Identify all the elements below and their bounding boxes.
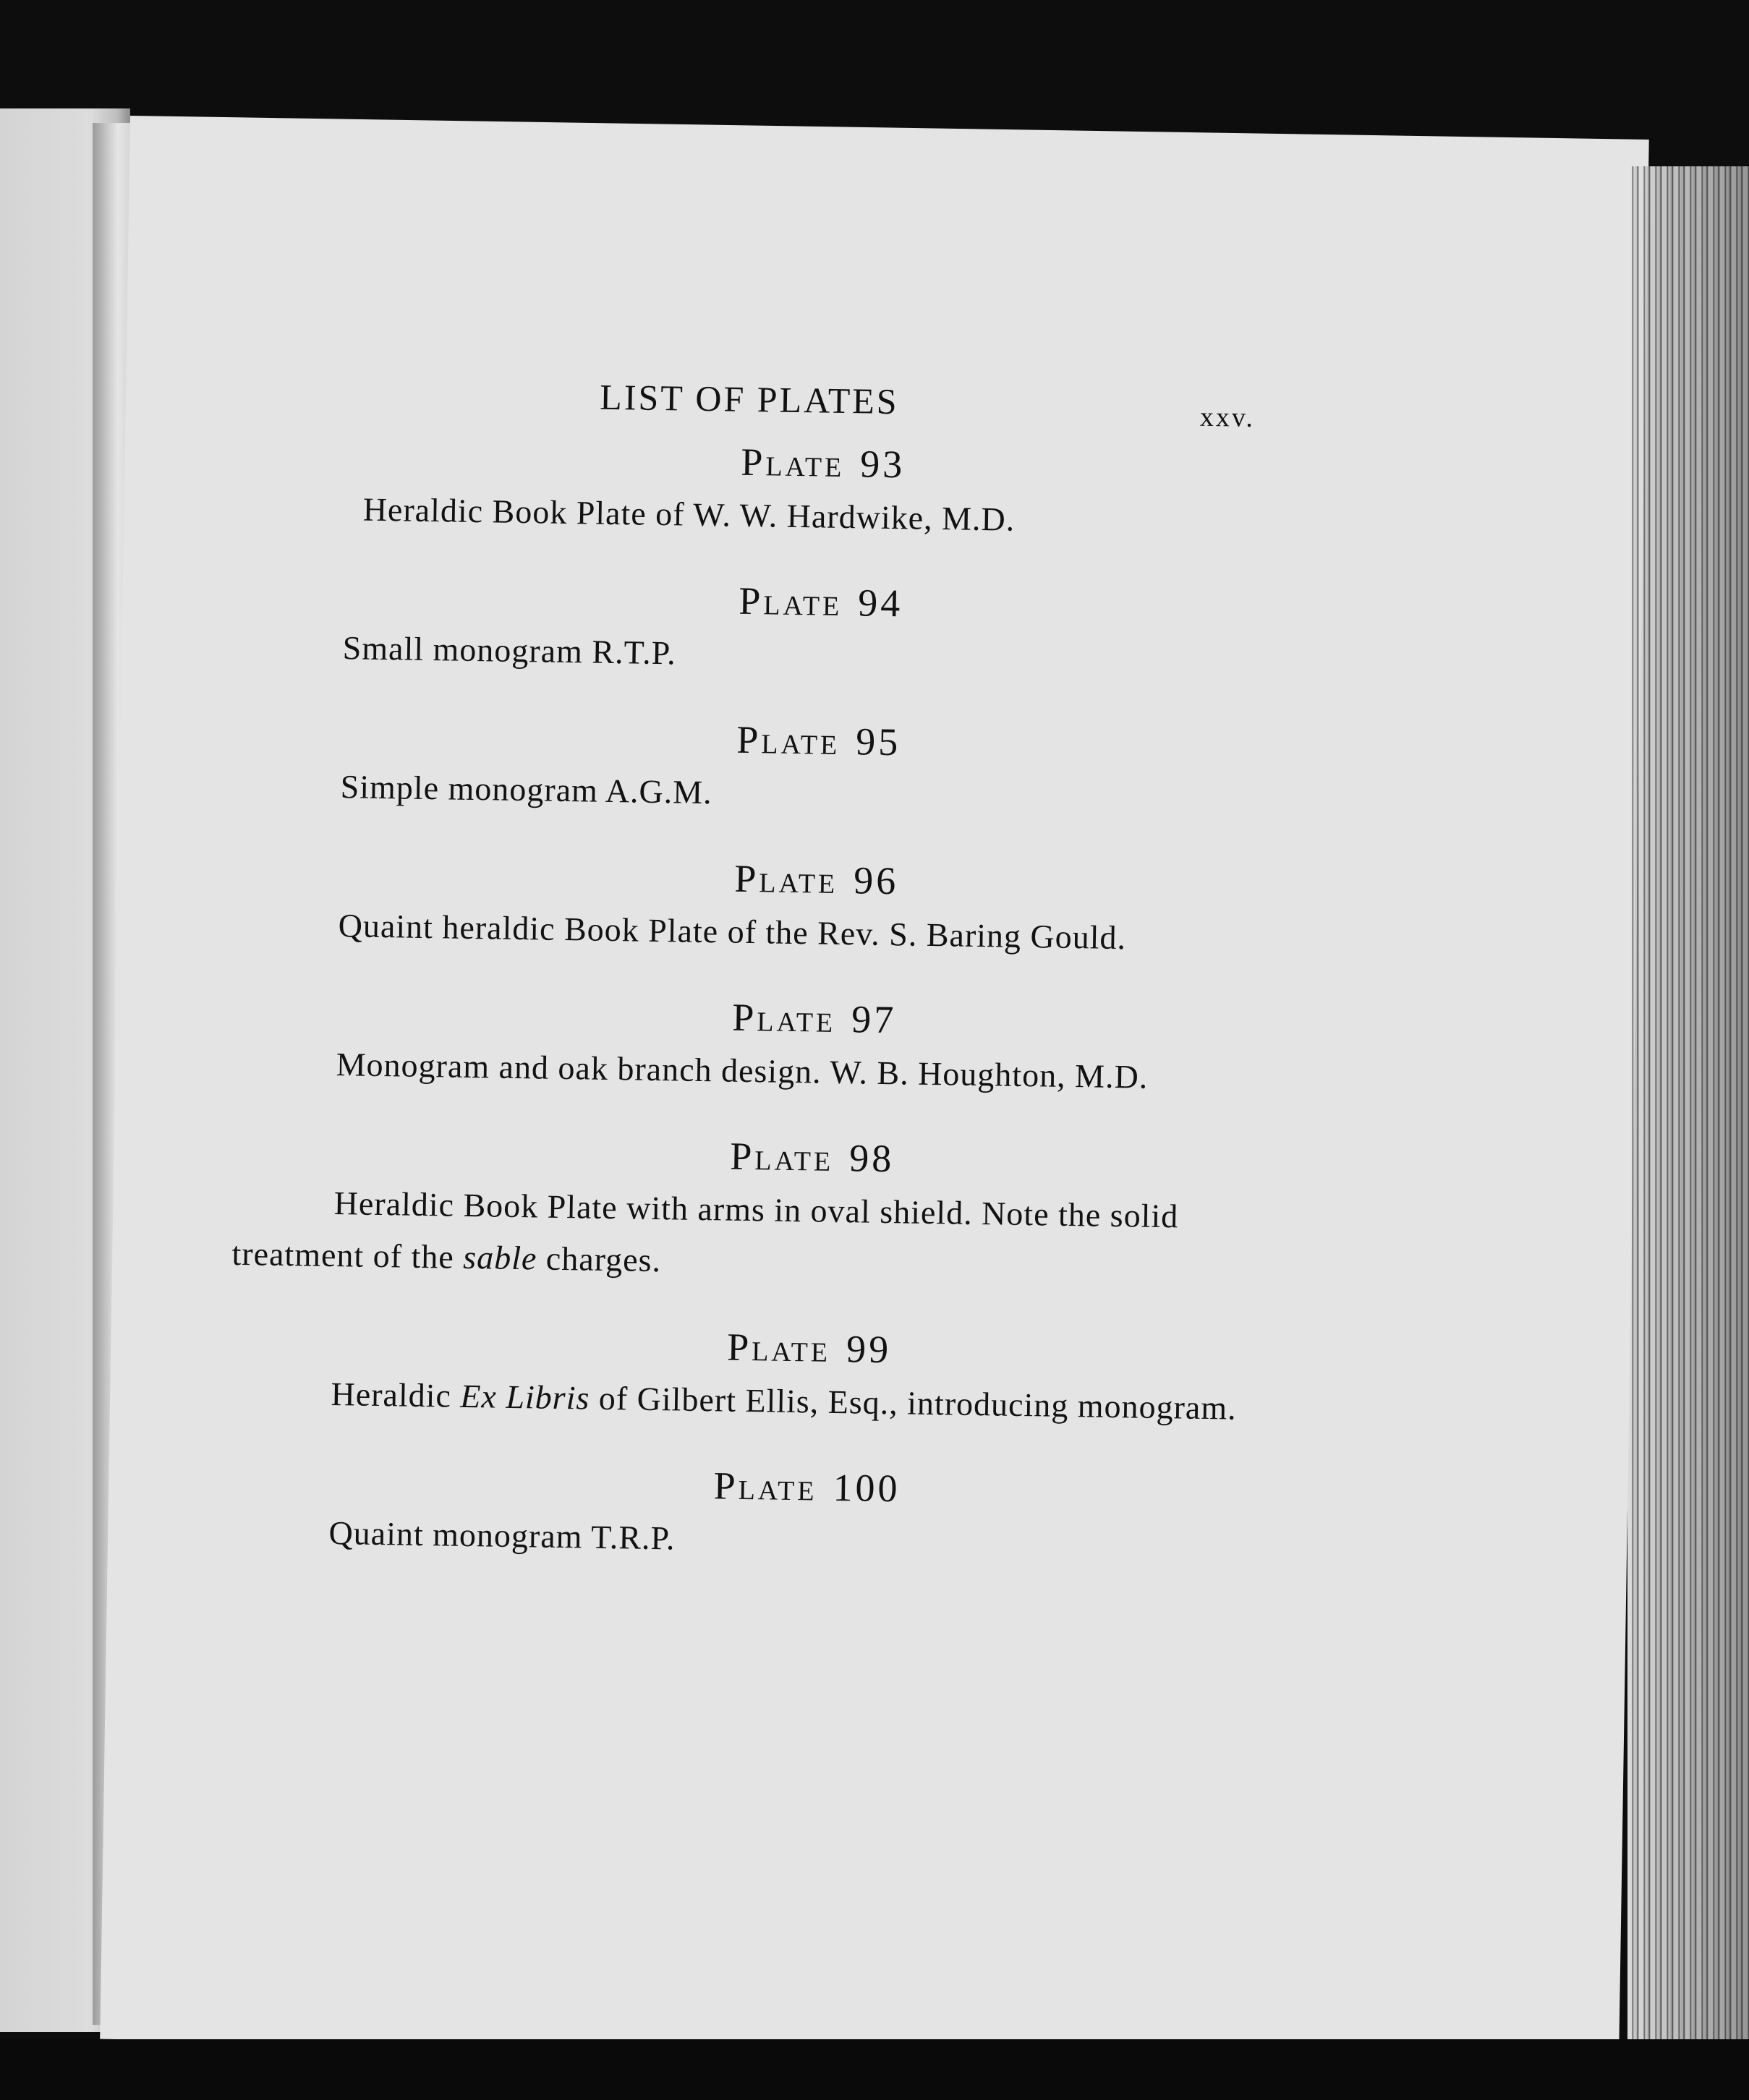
- description-italic-text: sable: [462, 1238, 537, 1277]
- plate-number: 93: [859, 442, 906, 487]
- plate-description: Quaint heraldic Book Plate of the Rev. S. Baring Gould.: [338, 907, 1127, 957]
- plate-description: Monogram and oak branch design. W. B. Houghton, M.D.: [336, 1046, 1149, 1096]
- description-text: of Gilbert Ellis, Esq., introducing monogram.: [589, 1379, 1237, 1427]
- plate-entry: [243, 427, 1272, 550]
- plate-label: Plate: [726, 1325, 831, 1370]
- plate-number: 96: [853, 858, 899, 903]
- plate-entry: [239, 704, 1267, 827]
- plate-label: Plate: [713, 1464, 818, 1509]
- plate-description: Small monogram R.T.P.: [342, 629, 677, 672]
- plate-number: 100: [833, 1465, 901, 1511]
- plate-entry: [234, 982, 1263, 1105]
- plate-description: Heraldic Book Plate of W. W. Hardwike, M.D.: [362, 490, 1016, 538]
- plate-number: 97: [851, 997, 897, 1042]
- plate-entry: [241, 565, 1269, 688]
- plate-number: 95: [855, 720, 901, 764]
- running-head-title: LIST OF PLATES: [599, 376, 900, 422]
- description-italic-text: Ex Libris: [460, 1377, 590, 1417]
- plate-label: Plate: [736, 717, 841, 763]
- page-number: xxv.: [1199, 401, 1256, 433]
- plate-description: Simple monogram A.G.M.: [340, 768, 713, 811]
- plate-number: 98: [848, 1136, 895, 1181]
- page-fore-edge-shade: [1627, 166, 1749, 2075]
- plate-label: Plate: [740, 440, 845, 486]
- plate-number: 99: [846, 1327, 892, 1372]
- description-text: Heraldic Book Plate with arms in oval shield. Note the solid treatment of the: [231, 1185, 1179, 1276]
- plate-label: Plate: [731, 995, 836, 1041]
- plate-entry: [229, 1312, 1258, 1435]
- page-content: [226, 362, 1272, 1605]
- plate-entry: [231, 1121, 1261, 1296]
- plate-description: Quaint monogram T.R.P.: [328, 1514, 676, 1557]
- plate-label: Plate: [729, 1134, 834, 1179]
- plate-entry: [237, 843, 1265, 966]
- description-text: Heraldic: [331, 1375, 461, 1414]
- plate-number: 94: [857, 581, 903, 626]
- plate-description: [231, 1176, 1260, 1296]
- description-text: charges.: [537, 1239, 662, 1279]
- plate-label: Plate: [738, 579, 843, 624]
- bottom-shadow: [0, 2039, 1749, 2100]
- plate-label: Plate: [733, 856, 838, 902]
- plate-entry: [227, 1451, 1256, 1574]
